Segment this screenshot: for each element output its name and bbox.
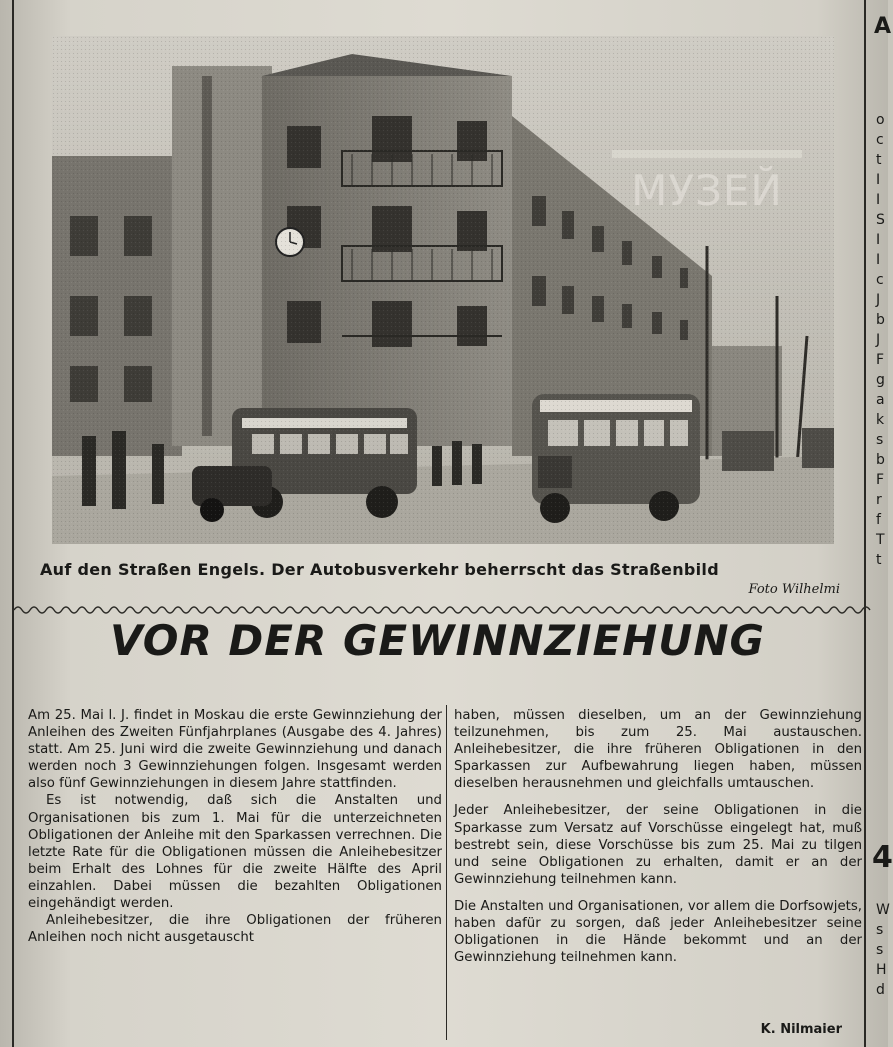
column-divider: [446, 705, 447, 1040]
edge-letter: I: [876, 172, 881, 188]
edge-letter: F: [876, 352, 885, 368]
edge-letter: J: [876, 332, 881, 348]
article-paragraph: Anleihebesitzer, die ihre Obligationen der früheren Anleihen noch nicht ausgetauscht: [28, 913, 442, 946]
edge-fragment-lower: [876, 900, 888, 1000]
article-column-left: [28, 707, 442, 946]
edge-letter: I: [876, 232, 881, 248]
edge-letter: c: [876, 132, 884, 148]
edge-letter: b: [876, 452, 885, 468]
edge-fragment-column: [876, 110, 888, 570]
edge-letter: F: [876, 472, 885, 488]
edge-letter: a: [876, 392, 885, 408]
edge-letter: H: [876, 962, 887, 978]
edge-letter: c: [876, 272, 884, 288]
edge-letter: I: [876, 252, 881, 268]
edge-letter: o: [876, 112, 885, 128]
edge-fragment-top: A: [874, 14, 892, 39]
article-paragraph: Es ist notwendig, daß sich die Anstalten und Organisationen bis zum 1. Mai für die unterzeichneten Obligationen der Anleihe mit den Sparkassen verrechnen. Die letzte Rate für die Obligationen müssen die Anleihebesitzer beim Erhalt des Lohnes für die zweite Hälfte des April einzahlen. Dabei müssen die bezahlten Obligationen eingehändigt werden.: [28, 793, 442, 912]
article-paragraph: Jeder Anleihebesitzer, der seine Obligationen in die Sparkasse zum Versatz auf Vorschüsse eingelegt hat, muß bestrebt sein, diese Vorschüsse bis zum 25. Mai zu tilgen und seine Obligationen zu erhalten, damit er an der Gewinnziehung teilnehmen kann.: [454, 803, 862, 887]
edge-letter: I: [876, 192, 881, 208]
edge-letter: t: [876, 152, 882, 168]
article-paragraph: haben, müssen dieselben, um an der Gewinnziehung teilzunehmen, bis zum 25. Mai austauschen. Anleihebesitzer, die ihre früheren Obligationen in den Sparkassen zur Aufbewahrung liegen haben, müssen dieselben herausnehmen und gleichfalls umtauschen.: [454, 708, 862, 792]
edge-letter: W: [876, 902, 890, 918]
edge-letter: r: [876, 492, 882, 508]
edge-letter: t: [876, 552, 882, 568]
edge-letter: g: [876, 372, 885, 388]
photo-caption: Auf den Straßen Engels. Der Autobusverkehr beherrscht das Straßenbild: [40, 560, 719, 579]
street-photo: [52, 36, 834, 544]
author-signature: K. Nilmaier: [760, 1022, 842, 1037]
edge-letter: J: [876, 292, 881, 308]
edge-letter: b: [876, 312, 885, 328]
right-column-rule: [864, 0, 866, 1047]
edge-letter: S: [876, 212, 885, 228]
wavy-divider: [14, 604, 864, 616]
edge-fragment-numeral: 4: [872, 840, 893, 875]
edge-letter: d: [876, 982, 885, 998]
headline: VOR DER GEWINNZIEHUNG: [110, 616, 766, 665]
edge-letter: s: [876, 432, 884, 448]
left-column-rule: [12, 0, 14, 1047]
article-paragraph: Am 25. Mai l. J. findet in Moskau die erste Gewinnziehung der Anleihen des Zweiten Fünfjahrplanes (Ausgabe des 4. Jahres) statt. Am 25. Juni wird die zweite Gewinnziehung und danach werden noch 3 Gewinnziehungen folgen. Insgesamt werden also fünf Gewinnziehungen in diesem Jahre stattfinden.: [28, 708, 442, 792]
edge-letter: k: [876, 412, 885, 428]
article-column-right: [454, 707, 862, 966]
article-paragraph: Die Anstalten und Organisationen, vor allem die Dorfsowjets, haben dafür zu sorgen, daß jeder Anleihebesitzer seine Obligationen in die Hände bekommt und an der Gewinnziehung teilnehmen kann.: [454, 898, 862, 966]
watermark-line: [612, 150, 802, 158]
edge-letter: s: [876, 922, 884, 938]
edge-letter: T: [876, 532, 885, 548]
watermark-text: МУЗЕЙ: [631, 166, 783, 215]
edge-letter: f: [876, 512, 881, 528]
edge-letter: s: [876, 942, 884, 958]
photo-credit: Foto Wilhelmi: [748, 582, 840, 597]
